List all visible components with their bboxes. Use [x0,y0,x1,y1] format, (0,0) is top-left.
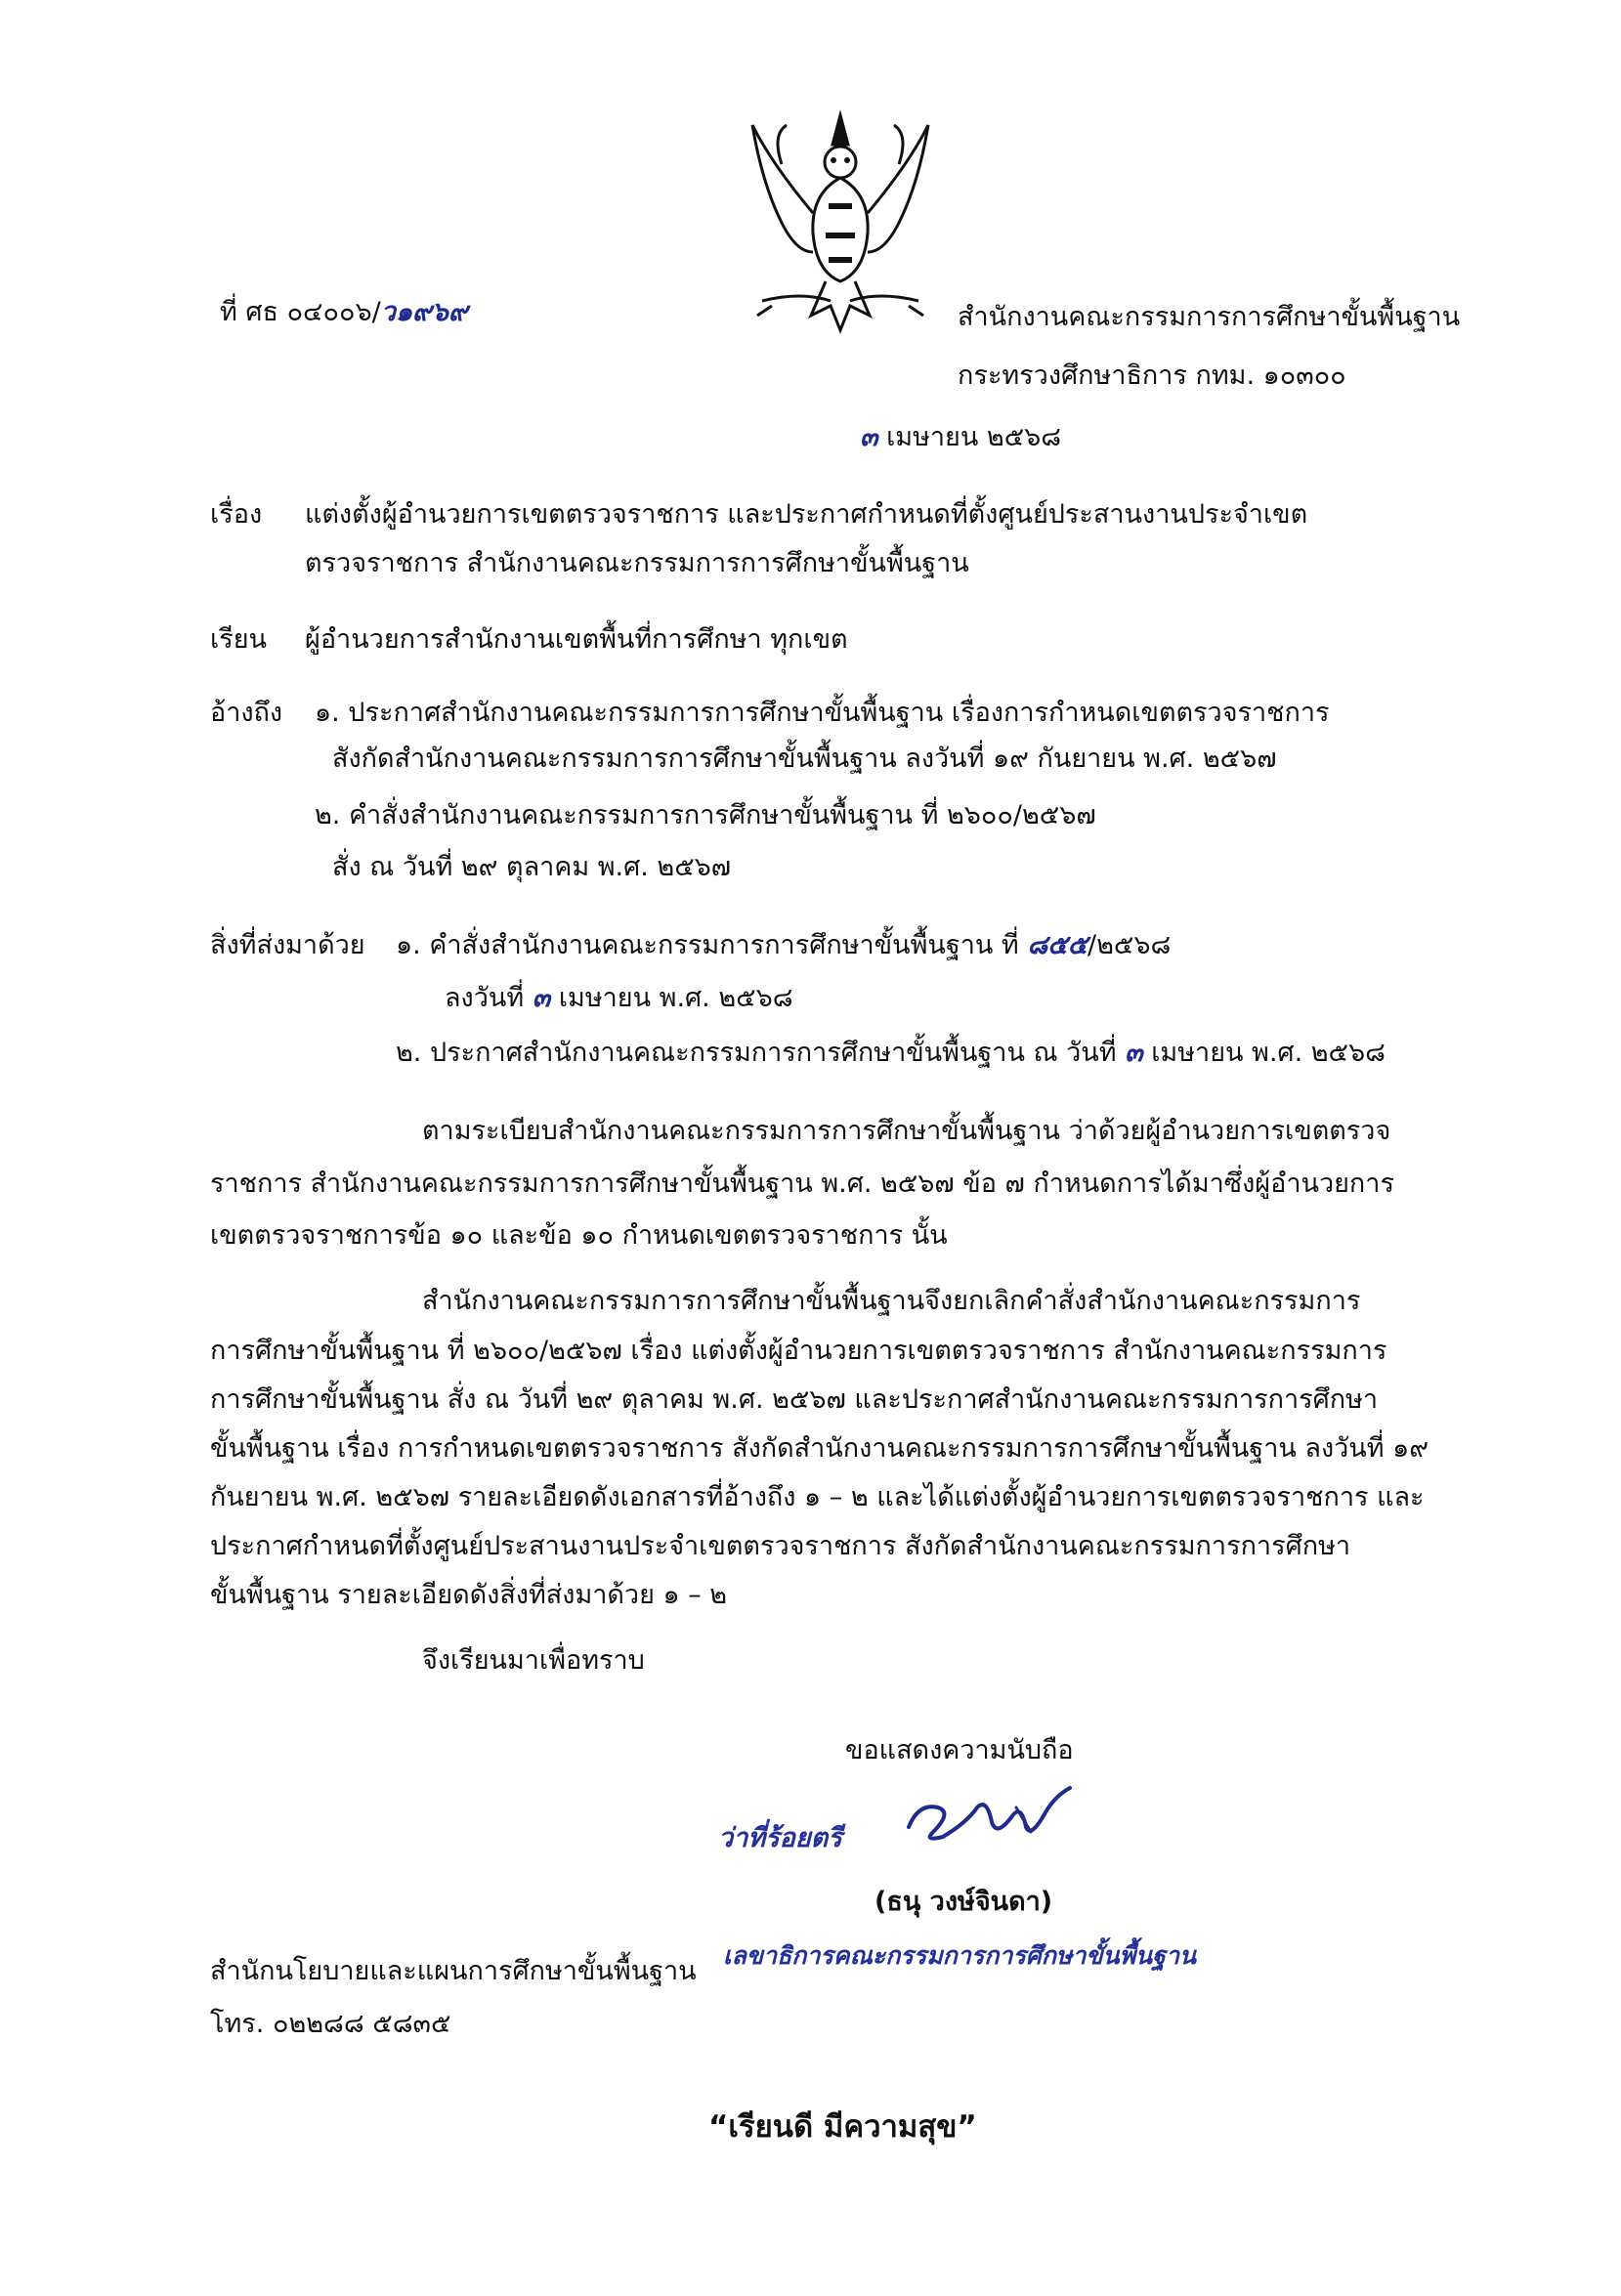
reference-item-1-line-1: ๑. ประกาศสำนักงานคณะกรรมการการศึกษาขั้นพื้นฐาน เรื่องการกำหนดเขตตรวจราชการ [315,698,1330,728]
garuda-emblem-icon [743,106,938,350]
body-paragraph-3: จึงเรียนมาเพื่อทราบ [422,1645,645,1676]
enclosure-item-1-suffix: /๒๕๖๘ [1088,930,1172,960]
signatory-name: (ธนุ วงษ์จินดา) [874,1887,1053,1917]
enclosure-item-2-prefix: ๒. ประกาศสำนักงานคณะกรรมการการศึกษาขั้นพื้นฐาน ณ วันที่ [396,1038,1117,1068]
date-day-handwritten: ๓ [860,422,878,452]
office-name: สำนักงานคณะกรรมการการศึกษาขั้นพื้นฐาน [958,302,1461,332]
date-month-year: เมษายน ๒๕๖๘ [886,422,1062,452]
enclosure-item-1-day-handwritten: ๓ [532,983,551,1013]
footer-motto: “เรียนดี มีความสุข” [708,2109,977,2145]
enclosure-label: สิ่งที่ส่งมาด้วย [210,930,365,960]
office-address: กระทรวงศึกษาธิการ กทม. ๑๐๓๐๐ [958,361,1346,391]
closing-salutation: ขอแสดงความนับถือ [845,1735,1074,1765]
enclosure-item-1-number-handwritten: ๘๕๕ [1027,930,1088,960]
body-paragraph-2-line-3: การศึกษาขั้นพื้นฐาน สั่ง ณ วันที่ ๒๙ ตุลาคม พ.ศ. ๒๕๖๗ และประกาศสำนักงานคณะกรรมการการศึกษา [210,1384,1379,1415]
enclosure-item-1-date-prefix: ลงวันที่ [445,983,525,1013]
to-recipient: ผู้อำนวยการสำนักงานเขตพื้นที่การศึกษา ทุกเขต [305,624,848,655]
footer-phone: โทร. ๐๒๒๘๘ ๕๘๓๕ [210,2009,451,2039]
enclosure-item-2-day-handwritten: ๓ [1125,1038,1143,1068]
signature-icon [899,1778,1094,1856]
signatory-rank-stamp: ว่าที่ร้อยตรี [718,1823,842,1853]
enclosure-item-1-date-suffix: เมษายน พ.ศ. ๒๕๖๘ [558,983,793,1013]
subject-label: เรื่อง [210,499,263,530]
body-paragraph-2-line-5: กันยายน พ.ศ. ๒๕๖๗ รายละเอียดดังเอกสารที่อ้างถึง ๑ – ๒ และได้แต่งตั้งผู้อำนวยการเขตตรวจราชการ และ [210,1482,1425,1512]
subject-line-1: แต่งตั้งผู้อำนวยการเขตตรวจราชการ และประกาศกำหนดที่ตั้งศูนย์ประสานงานประจำเขต [305,499,1308,530]
body-paragraph-2-line-2: การศึกษาขั้นพื้นฐาน ที่ ๒๖๐๐/๒๕๖๗ เรื่อง แต่งตั้งผู้อำนวยการเขตตรวจราชการ สำนักงานคณะกรรมการ [210,1336,1387,1366]
enclosure-item-1-line-2 [445,979,793,1018]
body-paragraph-1-line-2: ราชการ สำนักงานคณะกรรมการการศึกษาขั้นพื้นฐาน พ.ศ. ๒๕๖๗ ข้อ ๗ กำหนดการได้มาซึ่งผู้อำนวยการ [210,1169,1394,1199]
to-label: เรียน [210,624,268,655]
body-paragraph-2-line-7: ขั้นพื้นฐาน รายละเอียดดังสิ่งที่ส่งมาด้วย ๑ – ๒ [210,1580,728,1610]
enclosure-item-1-prefix: ๑. คำสั่งสำนักงานคณะกรรมการการศึกษาขั้นพื้นฐาน ที่ [396,930,1019,960]
body-paragraph-1-line-1: ตามระเบียบสำนักงานคณะกรรมการการศึกษาขั้นพื้นฐาน ว่าด้วยผู้อำนวยการเขตตรวจ [422,1116,1391,1146]
signatory-position-stamp: เลขาธิการคณะกรรมการการศึกษาขั้นพื้นฐาน [723,1941,1197,1970]
footer-department: สำนักนโยบายและแผนการศึกษาขั้นพื้นฐาน [210,1956,697,1986]
body-paragraph-1-line-3: เขตตรวจราชการข้อ ๑๐ และข้อ ๑๐ กำหนดเขตตรวจราชการ นั้น [210,1220,948,1251]
document-date [860,418,1061,457]
enclosure-item-2 [396,1034,1386,1073]
reference-item-1-line-2: สังกัดสำนักงานคณะกรรมการการศึกษาขั้นพื้นฐาน ลงวันที่ ๑๙ กันยายน พ.ศ. ๒๕๖๗ [332,744,1277,774]
enclosure-item-1-line-1 [396,926,1171,965]
body-paragraph-2-line-6: ประกาศกำหนดที่ตั้งศูนย์ประสานงานประจำเขตตรวจราชการ สังกัดสำนักงานคณะกรรมการการศึกษา [210,1531,1351,1561]
reference-prefix: ที่ ศธ ๐๔๐๐๖/ [220,297,381,327]
body-paragraph-2-line-4: ขั้นพื้นฐาน เรื่อง การกำหนดเขตตรวจราชการ สังกัดสำนักงานคณะกรรมการการศึกษาขั้นพื้นฐาน ลงวันที่ ๑๙ [210,1433,1429,1464]
reference-item-2-line-1: ๒. คำสั่งสำนักงานคณะกรรมการการศึกษาขั้นพื้นฐาน ที่ ๒๖๐๐/๒๕๖๗ [315,800,1096,830]
reference-label: อ้างถึง [210,698,283,728]
enclosure-item-2-suffix: เมษายน พ.ศ. ๒๕๖๘ [1151,1038,1386,1068]
reference-number [220,293,468,332]
body-paragraph-2-line-1: สำนักงานคณะกรรมการการศึกษาขั้นพื้นฐานจึงยกเลิกคำสั่งสำนักงานคณะกรรมการ [422,1286,1361,1316]
subject-line-2: ตรวจราชการ สำนักงานคณะกรรมการการศึกษาขั้นพื้นฐาน [305,548,969,578]
reference-number-handwritten: ว๑๙๖๙ [380,297,468,327]
reference-item-2-line-2: สั่ง ณ วันที่ ๒๙ ตุลาคม พ.ศ. ๒๕๖๗ [332,852,732,882]
